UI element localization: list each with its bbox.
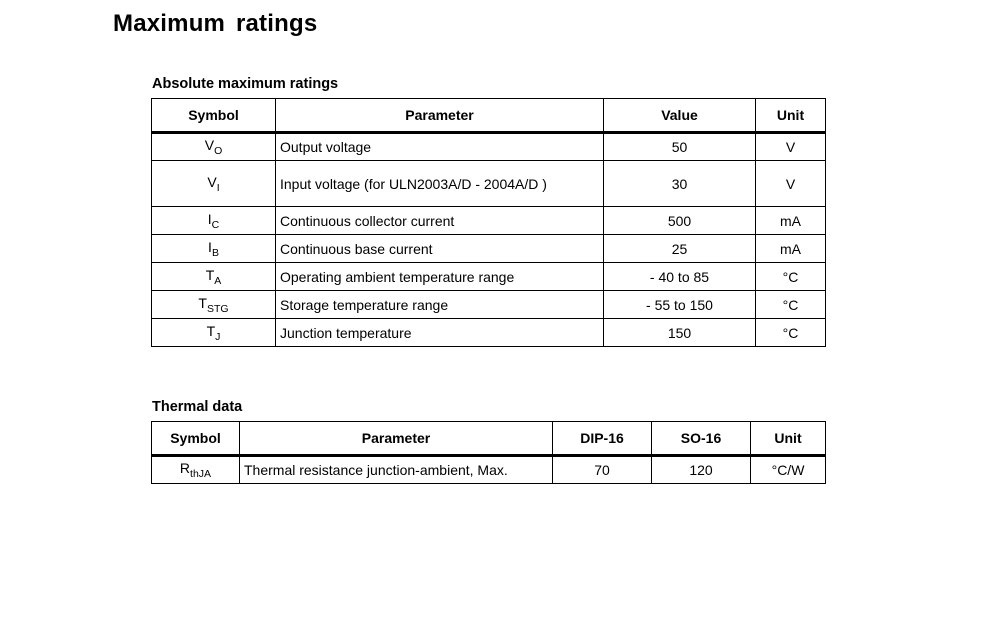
- symbol-subscript: I: [216, 181, 220, 194]
- symbol-letter: T: [198, 294, 207, 311]
- symbol-letter: R: [179, 460, 191, 476]
- unit-cell: mA: [756, 207, 826, 235]
- table-row: [152, 235, 826, 263]
- dip16-header: DIP-16: [553, 422, 652, 456]
- parameter-cell: Junction temperature: [276, 319, 604, 347]
- symbol-header: Symbol: [152, 422, 240, 456]
- symbol-cell: [152, 291, 276, 319]
- parameter-cell: Operating ambient temperature range: [276, 263, 604, 291]
- value-cell: 500: [604, 207, 756, 235]
- symbol-cell: [152, 319, 276, 347]
- symbol-subscript: J: [215, 330, 221, 343]
- symbol-subscript: STG: [206, 302, 229, 315]
- unit-header: Unit: [756, 99, 826, 133]
- symbol-cell: [152, 456, 240, 484]
- symbol-subscript: C: [211, 218, 220, 231]
- symbol-subscript: A: [214, 274, 222, 287]
- parameter-cell: Output voltage: [276, 133, 604, 161]
- symbol-cell: [152, 161, 276, 207]
- unit-cell: °C/W: [751, 456, 826, 484]
- table-row: [152, 133, 826, 161]
- page-title: Maximum ratings: [113, 10, 318, 37]
- table-row: [152, 263, 826, 291]
- parameter-cell: Continuous base current: [276, 235, 604, 263]
- value-cell: 30: [604, 161, 756, 207]
- table-row: [152, 291, 826, 319]
- value-cell: - 55 to 150: [604, 291, 756, 319]
- parameter-header: Parameter: [240, 422, 553, 456]
- absolute-ratings-caption: Absolute maximum ratings: [152, 76, 339, 92]
- symbol-letter: V: [207, 173, 217, 190]
- symbol-letter: I: [208, 238, 212, 255]
- symbol-cell: [152, 207, 276, 235]
- symbol-subscript: O: [214, 145, 223, 157]
- parameter-header: Parameter: [276, 99, 604, 133]
- symbol-cell: [152, 263, 276, 291]
- symbol-letter: I: [207, 210, 212, 227]
- value-cell: 150: [604, 319, 756, 347]
- unit-cell: °C: [756, 319, 826, 347]
- absolute-ratings-table: [151, 98, 826, 347]
- table-row: [152, 319, 826, 347]
- symbol-letter: T: [205, 266, 215, 283]
- unit-cell: V: [756, 133, 826, 161]
- table-row: [152, 161, 826, 207]
- so16-cell: 120: [652, 456, 751, 484]
- unit-header: Unit: [751, 422, 826, 456]
- thermal-data-caption: Thermal data: [152, 399, 243, 415]
- parameter-cell: Continuous collector current: [276, 207, 604, 235]
- thermal-data-table: [151, 421, 826, 484]
- unit-cell: V: [756, 161, 826, 207]
- symbol-letter: V: [204, 137, 215, 153]
- value-cell: 50: [604, 133, 756, 161]
- symbol-header: Symbol: [152, 99, 276, 133]
- symbol-subscript: thJA: [190, 468, 212, 480]
- parameter-cell: Thermal resistance junction-ambient, Max.: [240, 456, 553, 484]
- symbol-cell: [152, 133, 276, 161]
- unit-cell: mA: [756, 235, 826, 263]
- symbol-cell: [152, 235, 276, 263]
- table-row: [152, 207, 826, 235]
- parameter-cell: Storage temperature range: [276, 291, 604, 319]
- dip16-cell: 70: [553, 456, 652, 484]
- value-cell: - 40 to 85: [604, 263, 756, 291]
- table-header-row: [152, 99, 826, 133]
- parameter-cell: Input voltage (for ULN2003A/D - 2004A/D ): [276, 161, 604, 207]
- table-header-row: [152, 422, 826, 456]
- value-cell: 25: [604, 235, 756, 263]
- unit-cell: °C: [756, 263, 826, 291]
- symbol-subscript: B: [211, 246, 219, 259]
- unit-cell: °C: [756, 291, 826, 319]
- table-row: [152, 456, 826, 484]
- symbol-letter: T: [206, 322, 216, 339]
- so16-header: SO-16: [652, 422, 751, 456]
- value-header: Value: [604, 99, 756, 133]
